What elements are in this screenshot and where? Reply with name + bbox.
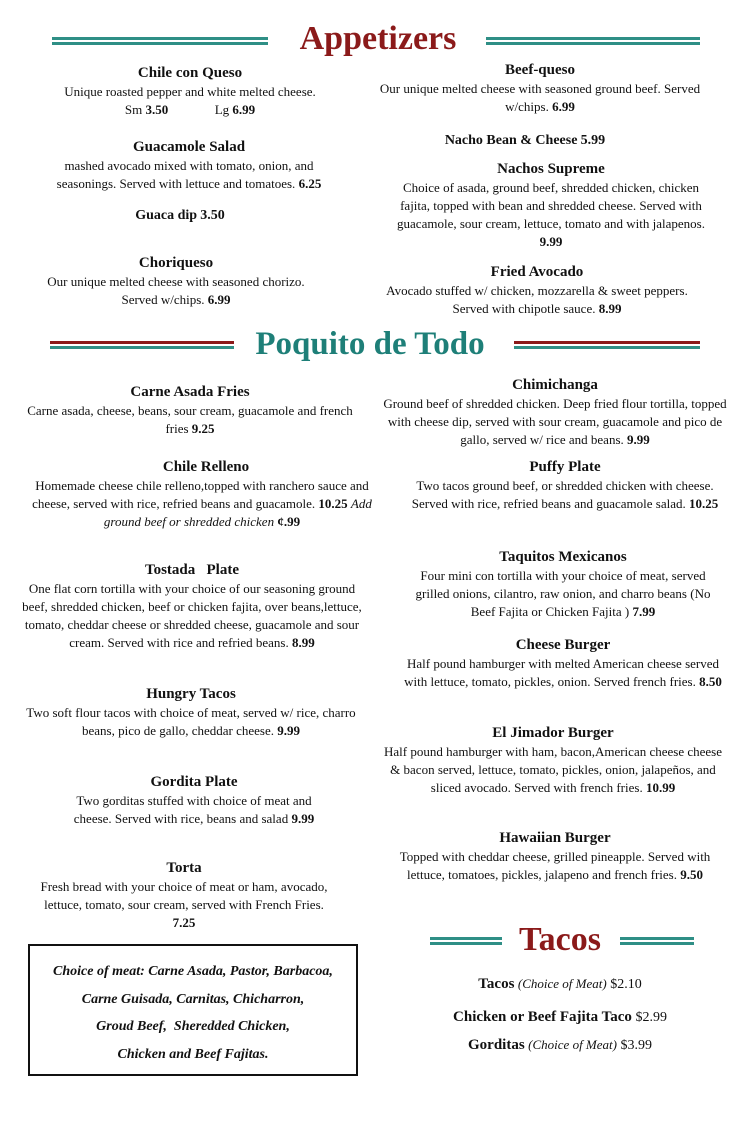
item-name: Gordita Plate	[150, 774, 238, 790]
appetizers-rule-left	[52, 37, 268, 45]
item-name: Hawaiian Burger	[499, 830, 611, 846]
item-desc: Choice of asada, ground beef, shredded chicken, chicken fajita, topped with bean and shredded cheese. Served with guacamole, sour cream, lettuce, tomato and with jalapenos.	[397, 180, 705, 231]
menu-item	[40, 64, 340, 119]
item-name: Tostada Plate	[144, 562, 240, 578]
item-desc: Four mini con tortilla with your choice of meat, served grilled onions, cilantro, raw onion, and charro beans (No Beef Fajita or Chicken Fajita )	[415, 568, 711, 619]
item-desc: Unique roasted pepper and white melted cheese.	[64, 84, 316, 99]
menu-item	[398, 829, 712, 884]
meat-choice-line: Groud Beef, Sheredded Chicken,	[96, 1019, 290, 1034]
item-name: Guaca dip	[135, 208, 198, 223]
item-name: Tacos	[478, 976, 515, 992]
menu-item	[396, 160, 706, 251]
item-price: 6.99	[552, 99, 575, 114]
item-name: Taquitos Mexicanos	[499, 549, 627, 565]
item-desc: Homemade cheese chile relleno,topped with ranchero sauce and cheese, served with rice, refried beans and guacamole.	[32, 478, 369, 511]
taco-item	[420, 1009, 700, 1026]
menu-item	[56, 773, 332, 828]
item-name: Chile con Queso	[137, 65, 243, 81]
item-price: 5.99	[580, 133, 606, 148]
item-price: 8.50	[699, 674, 722, 689]
taco-item	[420, 976, 700, 993]
menu-item	[384, 724, 722, 797]
item-price-lg: 6.99	[232, 102, 256, 117]
menu-item	[80, 206, 280, 225]
item-price: 9.99	[627, 432, 650, 447]
item-desc: Half pound hamburger with ham, bacon,American cheese cheese & bacon served, lettuce, tomato, pickles, onion, jalapeños, and sliced avocado. Served with french fries.	[384, 744, 722, 795]
item-note-price: ¢.99	[277, 514, 301, 529]
item-desc: Two soft flour tacos with choice of meat, served w/ rice, charro beans, pico de gallo, cheddar cheese.	[26, 705, 356, 738]
item-price: 8.99	[291, 635, 315, 650]
meat-choice-line: Carne Guisada, Carnitas, Chicharron,	[81, 991, 305, 1007]
item-price: 7.25	[172, 915, 196, 930]
item-name: Nachos Supreme	[497, 161, 605, 177]
menu-item	[20, 561, 364, 652]
item-price: 6.99	[207, 292, 231, 307]
menu-item	[24, 685, 358, 740]
item-desc: Topped with cheddar cheese, grilled pineapple. Served with lettuce, tomatoes, pickles, jalapeno and french fries.	[399, 849, 711, 882]
item-price-sm: 3.50	[145, 102, 169, 117]
item-desc: Avocado stuffed w/ chicken, mozzarella & sweet peppers. Served with chipotle sauce.	[386, 283, 688, 316]
tacos-rule-right	[620, 937, 694, 945]
item-name: Guacamole Salad	[132, 139, 246, 155]
meat-choice-box	[28, 944, 358, 1076]
item-name: Nacho Bean & Cheese	[444, 133, 578, 148]
item-choice: (Choice of Meat)	[517, 976, 607, 991]
item-choice: (Choice of Meat)	[528, 1037, 617, 1052]
meat-choice-line: Choice of meat: Carne Asada, Pastor, Barbacoa,	[53, 964, 333, 979]
menu-item	[402, 548, 724, 621]
meat-choice-line: Chicken and Beef Fajitas.	[117, 1046, 269, 1062]
item-price: 9.99	[539, 234, 563, 249]
menu-item	[38, 859, 330, 932]
item-name: Chimichanga	[512, 377, 598, 393]
item-desc: Ground beef of shredded chicken. Deep fried flour tortilla, topped with cheese dip, served with sour cream, guacamole and pico de gallo, served w/ rice and beans.	[383, 396, 727, 447]
menu-item	[400, 131, 650, 150]
item-name: Chile Relleno	[162, 459, 250, 475]
tacos-title: Tacos	[519, 921, 601, 958]
item-price: $3.99	[620, 1038, 652, 1053]
item-name: Torta	[166, 860, 202, 876]
menu-item	[24, 383, 356, 438]
appetizers-rule-right	[486, 37, 700, 45]
menu-item	[26, 458, 386, 531]
size-label-lg: Lg	[214, 102, 230, 117]
menu-item	[36, 138, 342, 193]
item-name: Carne Asada Fries	[130, 384, 250, 400]
item-price: 9.50	[680, 867, 703, 882]
poquito-rule-right	[514, 341, 700, 349]
item-price: 10.25	[318, 496, 348, 511]
item-name: Hungry Tacos	[146, 686, 236, 702]
poquito-title: Poquito de Todo	[255, 326, 485, 362]
item-desc: Our unique melted cheese with seasoned ground beef. Served w/chips.	[379, 81, 701, 114]
item-price: 10.99	[645, 780, 676, 795]
item-desc: Our unique melted cheese with seasoned chorizo. Served w/chips.	[47, 274, 305, 307]
item-desc: Fresh bread with your choice of meat or ham, avocado, lettuce, tomato, sour cream, served with French Fries.	[40, 879, 328, 912]
item-price: 9.25	[191, 421, 215, 436]
item-desc: Carne asada, cheese, beans, sour cream, guacamole and french fries	[27, 403, 353, 436]
tacos-rule-left	[430, 937, 502, 945]
item-desc: Two tacos ground beef, or shredded chicken with cheese. Served with rice, refried beans and guacamole salad.	[411, 478, 714, 511]
item-name: Fried Avocado	[490, 264, 584, 280]
appetizers-title: Appetizers	[299, 20, 457, 57]
item-name: El Jimador Burger	[492, 725, 614, 741]
size-label-sm: Sm	[124, 102, 143, 117]
poquito-rule-left	[50, 341, 234, 349]
menu-item	[402, 458, 728, 513]
item-sizes	[40, 101, 340, 119]
item-desc: One flat corn tortilla with your choice of our seasoning ground beef, shredded chicken, beef or chicken fajita, over beans,lettuce, tomato, cheddar cheese or shredded cheese, guacamole and sour cream. Served with rice and refried beans.	[22, 581, 362, 650]
taco-item	[420, 1037, 700, 1054]
item-name: Cheese Burger	[515, 637, 611, 653]
item-price: $2.99	[635, 1010, 667, 1025]
item-price: 8.99	[598, 301, 622, 316]
menu-item	[386, 263, 688, 318]
item-price: 6.25	[298, 176, 322, 191]
item-price: 9.99	[277, 723, 301, 738]
item-desc: mashed avocado mixed with tomato, onion, and seasonings. Served with lettuce and tomatoes.	[56, 158, 314, 191]
item-desc: Two gorditas stuffed with choice of meat and cheese. Served with rice, beans and salad	[73, 793, 312, 826]
item-price: 9.99	[291, 811, 315, 826]
item-desc: Half pound hamburger with melted American cheese served with lettuce, tomato, pickles, onion. Served french fries.	[404, 656, 719, 689]
item-price: 3.50	[200, 208, 225, 223]
item-price: 7.99	[632, 604, 656, 619]
menu-item	[380, 376, 730, 449]
item-name: Choriqueso	[138, 255, 214, 271]
item-price: 10.25	[688, 496, 719, 511]
item-note: Add ground beef or shredded chicken	[103, 496, 372, 529]
item-name: Puffy Plate	[529, 459, 601, 475]
menu-item	[404, 636, 722, 691]
item-name: Chicken or Beef Fajita Taco	[453, 1009, 632, 1025]
item-price: $2.10	[610, 977, 642, 992]
menu-item	[378, 61, 702, 116]
item-name: Gorditas	[468, 1037, 525, 1053]
menu-item	[30, 254, 322, 309]
item-name: Beef-queso	[505, 62, 575, 78]
